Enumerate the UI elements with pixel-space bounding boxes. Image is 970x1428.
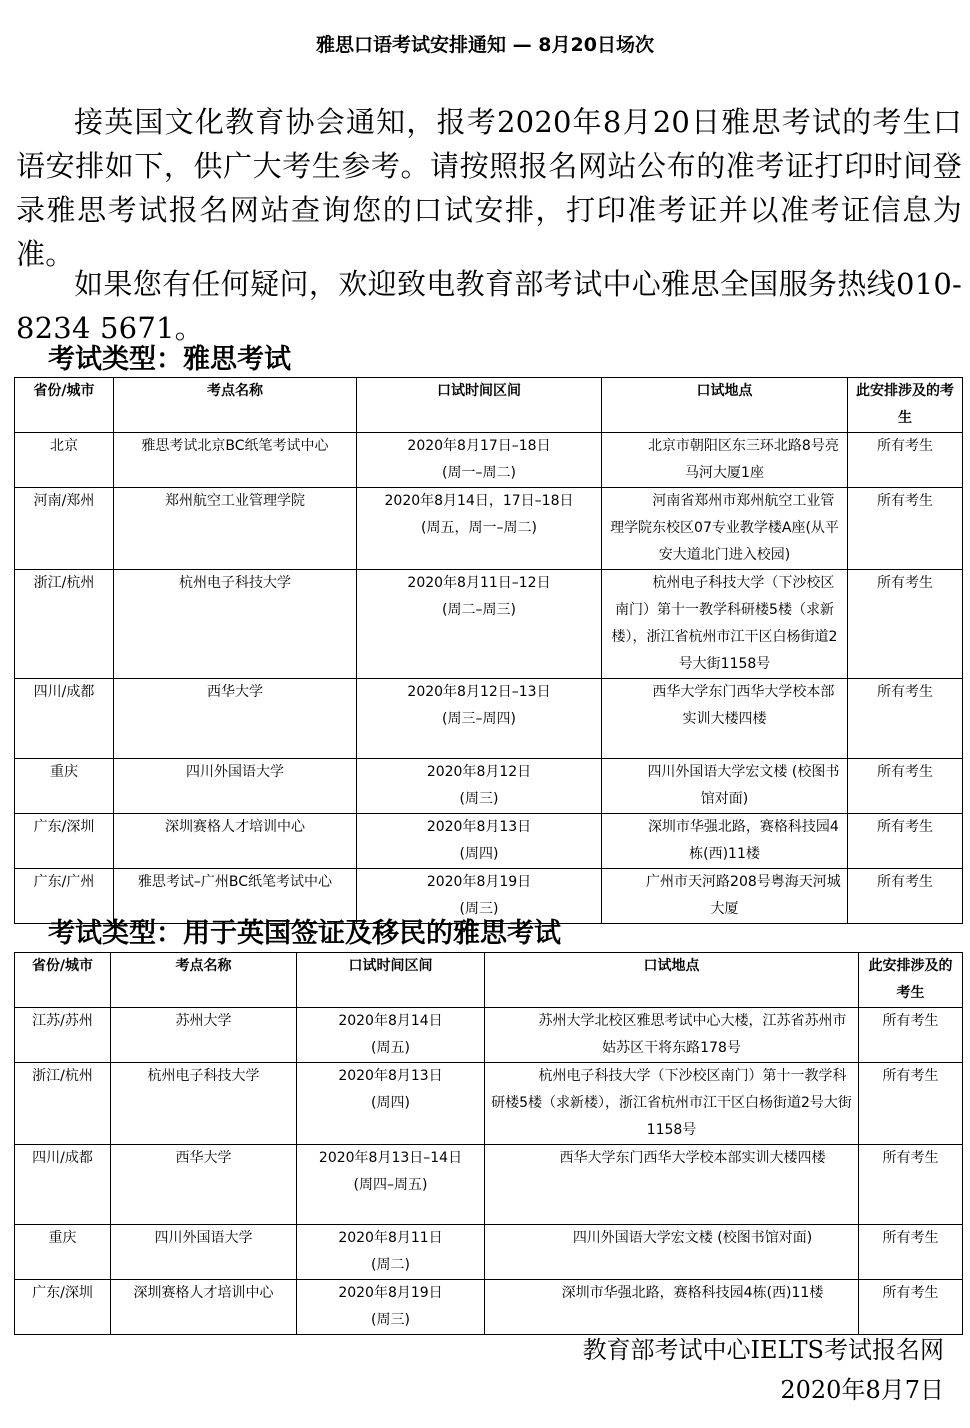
cell-candidates: 所有考生 bbox=[848, 570, 963, 679]
cell-province-city: 浙江/杭州 bbox=[15, 570, 114, 679]
cell-province-city: 重庆 bbox=[15, 1225, 111, 1280]
cell-speaking-location: 四川外国语大学宏文楼 (校图书馆对面) bbox=[485, 1225, 859, 1280]
cell-speaking-time: 2020年8月17日–18日 (周一–周二) bbox=[357, 433, 602, 488]
cell-candidates: 所有考生 bbox=[848, 869, 963, 924]
cell-province-city: 江苏/苏州 bbox=[15, 1008, 111, 1063]
cell-center-name: 深圳赛格人才培训中心 bbox=[114, 814, 357, 869]
cell-speaking-time: 2020年8月19日 (周三) bbox=[297, 1280, 485, 1335]
cell-speaking-time: 2020年8月11日–12日 (周二–周三) bbox=[357, 570, 602, 679]
page-title: 雅思口语考试安排通知 — 8月20日场次 bbox=[316, 34, 654, 56]
cell-candidates: 所有考生 bbox=[859, 1225, 963, 1280]
cell-province-city: 浙江/杭州 bbox=[15, 1063, 111, 1145]
col-province-city: 省份/城市 bbox=[15, 953, 111, 1008]
table-row bbox=[15, 869, 963, 924]
schedule-table-ukvi bbox=[14, 952, 963, 1335]
cell-speaking-location: 北京市朝阳区东三环北路8号亮马河大厦1座 bbox=[602, 433, 848, 488]
cell-center-name: 雅思考试北京BC纸笔考试中心 bbox=[114, 433, 357, 488]
cell-center-name: 四川外国语大学 bbox=[111, 1225, 297, 1280]
table-row bbox=[15, 1280, 963, 1335]
cell-speaking-time: 2020年8月13日 (周四) bbox=[357, 814, 602, 869]
cell-speaking-time: 2020年8月14日 (周五) bbox=[297, 1008, 485, 1063]
cell-center-name: 苏州大学 bbox=[111, 1008, 297, 1063]
table-row bbox=[15, 570, 963, 679]
cell-speaking-location: 西华大学东门西华大学校本部实训大楼四楼 bbox=[485, 1145, 859, 1225]
cell-province-city: 四川/成都 bbox=[15, 679, 114, 759]
cell-province-city: 河南/郑州 bbox=[15, 488, 114, 570]
issue-date: 2020年8月7日 bbox=[780, 1376, 944, 1404]
cell-speaking-location: 杭州电子科技大学（下沙校区南门）第十一教学科研楼5楼（求新楼），浙江省杭州市江干区白杨街道2号大街1158号 bbox=[485, 1063, 859, 1145]
cell-center-name: 郑州航空工业管理学院 bbox=[114, 488, 357, 570]
table-row bbox=[15, 1008, 963, 1063]
cell-speaking-location: 西华大学东门西华大学校本部实训大楼四楼 bbox=[602, 679, 848, 759]
cell-candidates: 所有考生 bbox=[848, 433, 963, 488]
cell-candidates: 所有考生 bbox=[848, 759, 963, 814]
col-center-name: 考点名称 bbox=[114, 378, 357, 433]
cell-speaking-time: 2020年8月14日，17日–18日 (周五，周一–周二) bbox=[357, 488, 602, 570]
cell-center-name: 杭州电子科技大学 bbox=[111, 1063, 297, 1145]
col-speaking-location: 口试地点 bbox=[485, 953, 859, 1008]
cell-speaking-time: 2020年8月19日 (周三) bbox=[357, 869, 602, 924]
cell-candidates: 所有考生 bbox=[859, 1280, 963, 1335]
section-heading-ielts: 考试类型：雅思考试 bbox=[48, 344, 291, 375]
cell-speaking-location: 深圳市华强北路，赛格科技园4栋(西)11楼 bbox=[602, 814, 848, 869]
cell-candidates: 所有考生 bbox=[859, 1145, 963, 1225]
cell-province-city: 广东/深圳 bbox=[15, 1280, 111, 1335]
cell-speaking-time: 2020年8月13日 (周四) bbox=[297, 1063, 485, 1145]
cell-candidates: 所有考生 bbox=[848, 679, 963, 759]
schedule-table-ielts bbox=[14, 377, 963, 924]
table-row bbox=[15, 814, 963, 869]
table-row bbox=[15, 679, 963, 759]
cell-candidates: 所有考生 bbox=[848, 488, 963, 570]
cell-candidates: 所有考生 bbox=[859, 1063, 963, 1145]
col-speaking-time: 口试时间区间 bbox=[297, 953, 485, 1008]
table-row bbox=[15, 1145, 963, 1225]
section-heading-ukvi: 考试类型：用于英国签证及移民的雅思考试 bbox=[48, 918, 561, 949]
table-row bbox=[15, 1063, 963, 1145]
cell-province-city: 广东/广州 bbox=[15, 869, 114, 924]
cell-province-city: 重庆 bbox=[15, 759, 114, 814]
col-candidates: 此安排涉及的考生 bbox=[848, 378, 963, 433]
cell-center-name: 西华大学 bbox=[114, 679, 357, 759]
issuer-name: 教育部考试中心IELTS考试报名网 bbox=[582, 1336, 944, 1364]
cell-speaking-time: 2020年8月12日–13日 (周三–周四) bbox=[357, 679, 602, 759]
table-row bbox=[15, 1225, 963, 1280]
cell-speaking-time: 2020年8月12日 (周三) bbox=[357, 759, 602, 814]
cell-speaking-location: 河南省郑州市郑州航空工业管理学院东校区07专业教学楼A座(从平安大道北门进入校园) bbox=[602, 488, 848, 570]
col-speaking-time: 口试时间区间 bbox=[357, 378, 602, 433]
cell-center-name: 四川外国语大学 bbox=[114, 759, 357, 814]
cell-speaking-time: 2020年8月13日–14日 (周四–周五) bbox=[297, 1145, 485, 1225]
cell-province-city: 北京 bbox=[15, 433, 114, 488]
intro-paragraph: 接英国文化教育协会通知，报考2020年8月20日雅思考试的考生口语安排如下，供广大考生参考。请按照报名网站公布的准考证打印时间登录雅思考试报名网站查询您的口试安排，打印准考证并以准考证信息为准。 bbox=[16, 105, 962, 271]
col-speaking-location: 口试地点 bbox=[602, 378, 848, 433]
table-row bbox=[15, 759, 963, 814]
cell-center-name: 杭州电子科技大学 bbox=[114, 570, 357, 679]
cell-candidates: 所有考生 bbox=[859, 1008, 963, 1063]
cell-center-name: 雅思考试–广州BC纸笔考试中心 bbox=[114, 869, 357, 924]
col-candidates: 此安排涉及的考生 bbox=[859, 953, 963, 1008]
cell-province-city: 四川/成都 bbox=[15, 1145, 111, 1225]
hotline-paragraph: 如果您有任何疑问，欢迎致电教育部考试中心雅思全国服务热线010-8234 5671。 bbox=[16, 267, 962, 345]
cell-speaking-time: 2020年8月11日 (周二) bbox=[297, 1225, 485, 1280]
col-province-city: 省份/城市 bbox=[15, 378, 114, 433]
table-row bbox=[15, 433, 963, 488]
cell-candidates: 所有考生 bbox=[848, 814, 963, 869]
cell-speaking-location: 四川外国语大学宏文楼 (校图书馆对面) bbox=[602, 759, 848, 814]
cell-speaking-location: 杭州电子科技大学（下沙校区南门）第十一教学科研楼5楼（求新楼），浙江省杭州市江干区白杨街道2号大街1158号 bbox=[602, 570, 848, 679]
col-center-name: 考点名称 bbox=[111, 953, 297, 1008]
table-header bbox=[15, 378, 963, 433]
cell-province-city: 广东/深圳 bbox=[15, 814, 114, 869]
table-header bbox=[15, 953, 963, 1008]
cell-speaking-location: 广州市天河路208号粤海天河城大厦 bbox=[602, 869, 848, 924]
cell-speaking-location: 苏州大学北校区雅思考试中心大楼，江苏省苏州市姑苏区干将东路178号 bbox=[485, 1008, 859, 1063]
table-row bbox=[15, 488, 963, 570]
cell-speaking-location: 深圳市华强北路，赛格科技园4栋(西)11楼 bbox=[485, 1280, 859, 1335]
cell-center-name: 西华大学 bbox=[111, 1145, 297, 1225]
cell-center-name: 深圳赛格人才培训中心 bbox=[111, 1280, 297, 1335]
